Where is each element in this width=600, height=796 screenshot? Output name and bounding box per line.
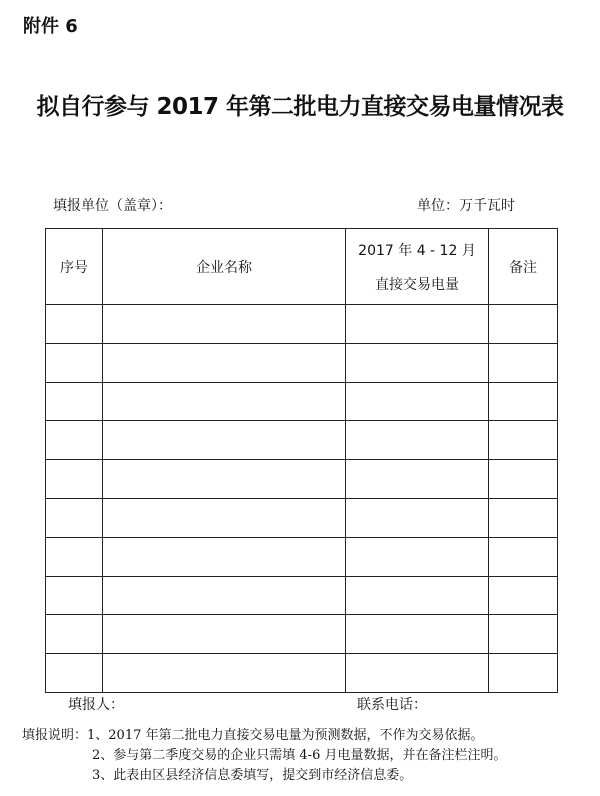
trading-volume-table — [45, 228, 558, 693]
instruction-item: 3、此表由区县经济信息委填写，提交到市经济信息委。 — [92, 768, 413, 783]
filler-label: 填报人： — [68, 697, 124, 713]
table-row — [46, 498, 558, 537]
instruction-item: 2、参与第二季度交易的企业只需填 4-6 月电量数据，并在备注栏注明。 — [92, 748, 507, 763]
cell-seq[interactable] — [46, 537, 103, 576]
contact-phone-label: 联系电话： — [357, 697, 427, 713]
cell-volume[interactable] — [346, 576, 489, 615]
header-remark: 备注 — [489, 229, 558, 305]
cell-remark[interactable] — [489, 343, 558, 382]
cell-company[interactable] — [103, 576, 346, 615]
cell-seq[interactable] — [46, 460, 103, 499]
reporting-unit-label: 填报单位（盖章）： — [53, 198, 172, 214]
cell-remark[interactable] — [489, 615, 558, 654]
table-row — [46, 305, 558, 344]
header-seq: 序号 — [46, 229, 103, 305]
cell-company[interactable] — [103, 343, 346, 382]
cell-company[interactable] — [103, 615, 346, 654]
cell-company[interactable] — [103, 537, 346, 576]
cell-volume[interactable] — [346, 305, 489, 344]
header-trading-volume — [346, 229, 489, 305]
header-trading-volume-label: 直接交易电量 — [375, 276, 459, 293]
table-row — [46, 654, 558, 693]
page-title: 拟自行参与 2017 年第二批电力直接交易电量情况表 — [36, 94, 564, 120]
cell-remark[interactable] — [489, 576, 558, 615]
table-row — [46, 343, 558, 382]
cell-volume[interactable] — [346, 537, 489, 576]
cell-remark[interactable] — [489, 537, 558, 576]
table-body — [46, 305, 558, 693]
cell-volume[interactable] — [346, 421, 489, 460]
cell-seq[interactable] — [46, 498, 103, 537]
cell-company[interactable] — [103, 654, 346, 693]
table-header-row — [46, 229, 558, 305]
table-row — [46, 382, 558, 421]
table-row — [46, 421, 558, 460]
header-trading-volume-period: 2017 年 4 - 12 月 — [358, 242, 476, 259]
cell-remark[interactable] — [489, 498, 558, 537]
instruction-line-1 — [22, 726, 506, 746]
header-company-name: 企业名称 — [103, 229, 346, 305]
cell-remark[interactable] — [489, 654, 558, 693]
cell-seq[interactable] — [46, 576, 103, 615]
cell-seq[interactable] — [46, 421, 103, 460]
cell-seq[interactable] — [46, 615, 103, 654]
cell-company[interactable] — [103, 305, 346, 344]
cell-company[interactable] — [103, 498, 346, 537]
cell-volume[interactable] — [346, 382, 489, 421]
table-row — [46, 615, 558, 654]
cell-remark[interactable] — [489, 460, 558, 499]
cell-remark[interactable] — [489, 382, 558, 421]
cell-volume[interactable] — [346, 460, 489, 499]
cell-remark[interactable] — [489, 305, 558, 344]
cell-seq[interactable] — [46, 343, 103, 382]
cell-volume[interactable] — [346, 343, 489, 382]
cell-volume[interactable] — [346, 615, 489, 654]
instructions-heading: 填报说明： — [22, 728, 88, 743]
instruction-item: 1、2017 年第二批电力直接交易电量为预测数据，不作为交易依据。 — [87, 728, 484, 743]
cell-volume[interactable] — [346, 498, 489, 537]
unit-label: 单位：万千瓦时 — [417, 198, 515, 214]
table-row — [46, 576, 558, 615]
cell-remark[interactable] — [489, 421, 558, 460]
cell-company[interactable] — [103, 460, 346, 499]
cell-seq[interactable] — [46, 654, 103, 693]
cell-seq[interactable] — [46, 382, 103, 421]
cell-company[interactable] — [103, 382, 346, 421]
table-row — [46, 460, 558, 499]
cell-company[interactable] — [103, 421, 346, 460]
cell-volume[interactable] — [346, 654, 489, 693]
attachment-label: 附件 6 — [23, 16, 78, 37]
table-row — [46, 537, 558, 576]
filling-instructions — [22, 726, 506, 786]
cell-seq[interactable] — [46, 305, 103, 344]
